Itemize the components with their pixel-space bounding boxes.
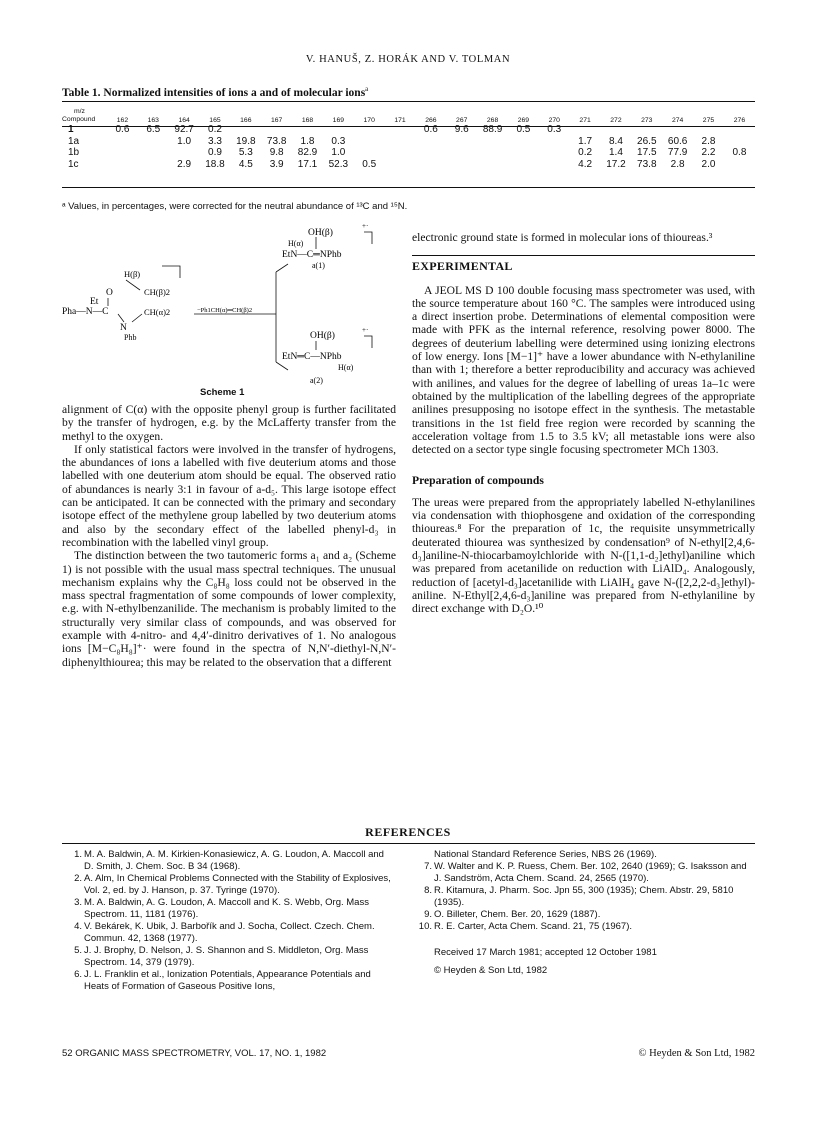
intensity-cell [354,147,385,159]
intensity-cell: 0.2 [208,124,222,136]
scheme-left-h: H(β) [124,269,141,279]
intensity-cell: 92.7 [174,124,194,136]
copyright-line: © Heyden & Son Ltd, 1982 [434,965,548,976]
compound-cell: 1c [68,158,79,170]
intensity-cell: 1.8 [300,135,315,147]
left-paragraph-2: If only statistical factors were involved in the transfer of hydrogens, the abundances of ions a labelled with five deuterium atoms and those labelled with one deuterium atom should be equal. The observed ratio of abundances is nearly 3:1 in favour of a-d₅. This large isotope effect can be anticipated. It can be connected with the primary and secondary isotope effect of the methylene group labelled by two deuterium atoms and also by the secondary effect of the labelled phenyl-d₃ in recombination with the labelled vinyl group. [62,442,396,549]
scheme-left-ch-b: CH(β)2 [144,287,171,297]
table-row [62,147,755,159]
reference-item [62,897,396,921]
intensity-cell: 0.2 [578,147,593,159]
scheme-bot-h: H(α) [338,363,354,372]
scheme-left-et: Et [90,297,99,307]
mz-column-header: 167 [270,117,283,124]
intensity-cell [385,124,416,136]
table-top-rule [62,101,755,102]
reference-item [62,849,396,873]
compound-header [62,107,107,124]
intensity-cell [477,159,508,171]
intensity-cell: 1.4 [608,147,623,159]
left-paragraph-1: alignment of C(α) with the opposite phenyl group is further facilitated by the transfer of hydrogen, e.g. by the McLafferty transfer from the methyl to the oxygen. [62,403,396,443]
intensity-cell: 17.1 [297,158,318,170]
table-bottom-rule [62,187,755,188]
reference-item [62,969,396,993]
intensity-cell [539,136,570,148]
received-date: Received 17 March 1981; accepted 12 October 1981 [434,947,657,958]
intensity-cell [107,159,138,171]
intensity-cell: 0.6 [115,124,130,136]
reference-text: J. L. Franklin et al., Ionization Potentials, Appearance Potentials and Heats of Formation of Gaseous Positive Ions, [84,969,371,992]
intensity-cell [631,124,662,136]
mz-column-header: 164 [178,117,190,124]
intensity-cell [385,147,416,159]
table-footnote: ᵃ Values, in percentages, were corrected for the neutral abundance of ¹³C and ¹⁵N. [62,201,408,212]
intensity-cell [601,124,632,136]
intensity-cell: 0.9 [208,147,222,159]
intensity-cell [724,136,755,148]
intensity-cell [539,159,570,171]
scheme-left-n: N [120,323,127,333]
intensity-cell [508,159,539,171]
scheme-left-ch-a: CH(α)2 [144,307,171,317]
intensity-cell [539,147,570,159]
reference-text: J. J. Brophy, D. Nelson, J. S. Shannon and S. Middleton, Org. Mass Spectrom. 14, 379 (1979). [84,945,369,968]
reference-number: 5. [74,945,82,956]
reference-item [412,909,755,921]
preparation-text: The ureas were prepared from the appropriately labelled N-ethylanilines via condensation with thiophosgene and oxidation of the corresponding thioureas.⁸ For the preparation of 1c, the requisite unsymmetrically deuterated thiourea was synthesized by condensation⁹ of N-ethyl[2,4,6-d₃]aniline-N-thiocarbamoylchloride with N-([1,1-d₂]ethyl)aniline which was prepared from acetanilide on reduction with LiAlD₄. Analogously, reduction of [acetyl-d₃]acetanilide with LiAlH₄ gave N-([2,2,2-d₃]ethyl)-aniline. N-Ethyl[2,4,6-d₃]aniline was prepared from N-ethylaniline by direct exchange with D₂O.¹⁰ [412,495,755,616]
mz-column-header: 266 [425,117,437,124]
intensity-cell [292,124,323,136]
reference-item [62,921,396,945]
intensity-cell: 1.0 [331,147,346,159]
intensity-cell: 0.3 [331,135,346,147]
scheme-top-h: H(α) [288,239,304,248]
table-caption-text: Table 1. Normalized intensities of ions a and of molecular ions [62,86,366,99]
mz-column-header: 271 [579,117,591,124]
intensity-cell [323,124,354,136]
references-title: REFERENCES [365,825,451,839]
mz-column-header: 165 [209,117,221,124]
left-paragraph-3: The distinction between the two tautomeric forms a₁ and a₂ (Scheme 1) is not possible with the usual mass spectral techniques. The unusual mechanism explains why the C₈H₈ loss could not be observed in the mass spectral fragmentation of some compounds of lower complexity, e.g. with N-ethylbenzanilide. The mechanism is probably limited to the structurally very similar class of compounds, and was observed for example with 4-nitro- and 4,4′-dinitro derivatives of 1. No analogous ions [M−C₈H₈]⁺· were found in the spectra of N,N′-diethyl-N,N′-diphenylthiourea; this may be related to the observation that a different [62,549,396,669]
intensity-cell [415,136,446,148]
intensity-cell [477,136,508,148]
running-head: V. HANUŠ, Z. HORÁK AND V. TOLMAN [305,54,511,65]
footer-journal: 52 ORGANIC MASS SPECTROMETRY, VOL. 17, NO. 1, 1982 [62,1048,327,1059]
mz-column-header: 168 [301,117,314,124]
reference-number: 9. [424,909,432,920]
intensity-cell [662,124,693,136]
intensity-cell [446,159,477,171]
reference-text: M. A. Baldwin, A. G. Loudon, A. Maccoll and K. S. Webb, Org. Mass Spectrom. 11, 1181 (1976). [84,897,369,920]
intensity-cell [693,124,724,136]
intensity-cell [138,159,169,171]
reference-number: 8. [424,885,432,896]
mz-column-header: 162 [116,117,129,124]
intensity-cell: 3.9 [269,158,284,170]
intensity-cell [107,136,138,148]
intensity-cell: 2.8 [670,158,685,170]
mz-column-header: 274 [671,117,684,124]
table-row [62,159,755,171]
intensity-cell [415,147,446,159]
mz-column-header: 270 [548,117,560,124]
mz-column-header: 268 [486,117,499,124]
reference-text: R. E. Carter, Acta Chem. Scand. 21, 75 (1967). [434,921,633,932]
reference-number: 4. [74,921,82,932]
right-column [412,231,755,615]
intensity-cell: 18.8 [205,158,225,170]
scheme-bot-radical: +· [362,326,369,334]
mz-column-header: 169 [332,117,345,124]
scheme-left-o: O [106,288,113,298]
intensity-cell: 88.9 [482,124,503,136]
intensity-cell: 5.3 [238,147,253,159]
scheme-top-radical: +· [362,222,369,230]
ion-intensity-table [62,107,755,170]
intensity-cell [354,136,385,148]
scheme-1-diagram [62,222,397,402]
experimental-heading: EXPERIMENTAL [412,255,755,273]
scheme-loss: −Ph1CH(α)═CH(β)2 [197,307,253,314]
mz-column-header: 267 [456,117,468,124]
intensity-cell [508,136,539,148]
compound-cell: 1b [68,147,80,159]
table-body [62,124,755,170]
intensity-cell: 0.5 [362,158,377,170]
mz-label: m/z [74,108,85,115]
intensity-cell [477,147,508,159]
reference-item [412,885,755,909]
scheme-top-oh: OH(β) [308,228,333,238]
intensity-cell: 60.6 [667,135,688,147]
intensity-cell [724,124,755,136]
intensity-cell [169,147,200,159]
intensity-cell [446,136,477,148]
mz-column-header: 163 [147,117,159,124]
reference-number: 2. [74,873,82,884]
references-rule [62,843,755,844]
intensity-cell: 9.6 [454,124,469,136]
mz-column-header: 275 [702,117,715,124]
reference-text: V. Bekárek, K. Ubik, J. Barbořík and J. Socha, Collect. Czech. Chem. Commun. 42, 1368 (1977). [84,921,375,944]
left-column [62,403,396,669]
scheme-top-ion: a(1) [312,261,325,270]
intensity-cell [354,124,385,136]
references-right [412,849,755,933]
mz-column-header: 171 [394,117,406,124]
mz-column-header: 276 [733,117,746,124]
intensity-cell: 4.2 [578,158,593,170]
mz-column-header: 273 [641,117,653,124]
reference-item [62,873,396,897]
intensity-cell: 1.0 [177,135,192,147]
references-right-wrapper [412,849,755,977]
preparation-heading: Preparation of compounds [412,474,544,488]
intensity-cell: 3.3 [208,135,222,147]
table-row [62,124,755,136]
intensity-cell: 19.8 [236,135,256,147]
intensity-cell [508,147,539,159]
reference-number: 7. [424,861,432,872]
intensity-cell [385,136,416,148]
scheme-top-formula: EtN—C═NPhb [282,250,342,260]
table-header-row [62,107,755,124]
reference-number: 3. [74,897,82,908]
intensity-cell [138,136,169,148]
intensity-cell: 82.9 [297,147,318,159]
intensity-cell: 52.3 [328,158,349,170]
intensity-cell: 77.9 [667,147,688,159]
intensity-cell: 6.5 [146,124,161,136]
table-row [62,136,755,148]
reference-text: O. Billeter, Chem. Ber. 20, 1629 (1887). [434,909,601,920]
intensity-cell: 2.8 [701,135,716,147]
reference-text: M. A. Baldwin, A. M. Kirkien-Konasiewicz, A. G. Loudon, A. Maccoll and D. Smith, J. Chem. Soc. B 34 (1968). [84,849,384,872]
intensity-cell [230,124,261,136]
intensity-cell [724,159,755,171]
reference-item [62,945,396,969]
intensity-cell [138,147,169,159]
intensity-cell: 26.5 [637,135,657,147]
intensity-cell: 0.6 [423,124,438,136]
experimental-text: A JEOL MS D 100 double focusing mass spectrometer was used, with the source temperature about 160 °C. The samples were introduced using a direct insertion probe. Determinations of elemental composition were made with PFK as the internal reference, resolving power 8000. The degrees of deuterium labelling were determined using ionizing electrons of low energy. Ions [M−1]⁺ have a lower abundance with N-ethylaniline than with 1; therefore a better reproducibility and accuracy was achieved with anilines, and values for the degree of labelling of ureas 1a–1c were obtained by the multiplication of the labelling degrees of the appropriate anilines presupposing no isotope effect in the synthesis. The metastable transitions in the 1st field free region were recorded by scanning the acceleration voltage from 1.5 to 3.5 kV; all metastable ions were also detected on a sector type single focusing spectrometer MCh 1303. [412,283,755,457]
intensity-cell: 73.8 [266,135,287,147]
intensity-cell: 0.3 [547,124,562,136]
intensity-cell: 0.8 [732,147,747,159]
reference-number: 1. [74,849,82,860]
intensity-cell [570,124,601,136]
reference-item [412,849,755,861]
intensity-cell: 17.2 [606,158,626,170]
table-caption-note: a [365,85,369,93]
mz-column-header: 269 [517,117,530,124]
intensity-cell: 2.0 [701,158,716,170]
mz-column-header: 170 [363,117,375,124]
scheme-bot-oh: OH(β) [310,331,335,341]
scheme-label: Scheme 1 [200,387,245,398]
intensity-cell: 73.8 [637,158,657,170]
intensity-cell: 8.4 [608,135,623,147]
intensity-cell: 0.5 [516,124,531,136]
mz-column-header: 166 [240,117,252,124]
intensity-cell: 1.7 [578,135,593,147]
compound-cell: 1 [68,124,74,136]
reference-item [412,921,755,933]
mz-column-header: 272 [610,117,622,124]
intensity-cell [107,147,138,159]
table-caption [62,85,368,99]
reference-number: 6. [74,969,82,980]
intensity-cell [446,147,477,159]
scheme-left-phb: Phb [124,333,137,342]
intensity-cell: 2.9 [177,158,192,170]
footer-copyright: © Heyden & Son Ltd, 1982 [638,1048,755,1059]
reference-text: A. Alm, In Chemical Problems Connected with the Stability of Explosives, Vol. 2, ed. by J. Hanson, p. 37. Tyringe (1970). [84,873,391,896]
compound-label: Compound [62,116,96,123]
scheme-left-pha: Pha—N—C [62,307,109,317]
reference-text: R. Kitamura, J. Pharm. Soc. Jpn 55, 300 (1935); Chem. Abstr. 29, 5810 (1935). [434,885,734,908]
reference-number: 10. [418,921,432,932]
intensity-cell [415,159,446,171]
scheme-bot-ion: a(2) [310,376,323,385]
references-left [62,849,396,993]
intensity-cell: 4.5 [238,158,253,170]
intensity-cell: 9.8 [269,147,284,159]
intensity-cell [261,124,292,136]
compound-cell: 1a [68,135,80,147]
reference-item [412,861,755,885]
reference-text: National Standard Reference Series, NBS 26 (1969). [434,849,657,860]
intensity-cell [385,159,416,171]
right-intro: electronic ground state is formed in molecular ions of thioureas.³ [412,231,713,244]
intensity-cell: 17.5 [637,147,657,159]
reference-text: W. Walter and K. P. Ruess, Chem. Ber. 102, 2640 (1969); G. Isaksson and J. Sandström, Acta Chem. Scand. 24, 2565 (1970). [434,861,747,884]
intensity-cell: 2.2 [701,147,716,159]
scheme-bot-formula: EtN═C—NPhb [282,352,342,362]
